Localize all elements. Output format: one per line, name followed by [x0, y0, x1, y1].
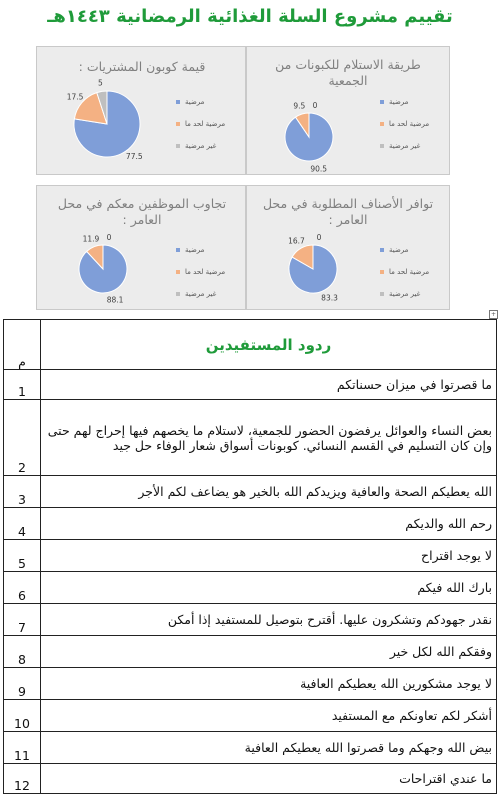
pie-data-label: 90.5 — [310, 164, 328, 174]
response-number: 8 — [4, 636, 41, 668]
response-text: رحم الله والديكم — [41, 508, 497, 540]
response-number: 10 — [4, 700, 41, 732]
pie-data-label: 0 — [106, 233, 112, 242]
legend-swatch — [380, 292, 384, 296]
pie-data-label: 5 — [98, 78, 103, 88]
response-number: 7 — [4, 604, 41, 636]
response-number: 2 — [4, 400, 41, 476]
table-row — [4, 764, 497, 794]
chart-card-coupon-value — [36, 46, 246, 175]
legend-swatch — [176, 100, 180, 104]
response-number: 6 — [4, 572, 41, 604]
legend-label: مرضية لحد ما — [389, 120, 430, 128]
legend-swatch — [380, 122, 384, 126]
legend-swatch — [380, 270, 384, 274]
legend-swatch — [176, 122, 180, 126]
number-header: م — [4, 320, 41, 370]
table-row — [4, 636, 497, 668]
legend-label: غير مرضية — [389, 142, 421, 150]
table-move-handle-icon[interactable]: + — [490, 311, 497, 318]
legend-swatch — [176, 270, 180, 274]
response-number: 1 — [4, 370, 41, 400]
table-row — [4, 572, 497, 604]
response-number: 9 — [4, 668, 41, 700]
legend-swatch — [176, 144, 180, 148]
table-header-row — [4, 320, 497, 370]
response-text: بعض النساء والعوائل يرفضون الحضور للجمعية، لاستلام ما يخصهم فيها إحراج لهم حتى وإن كان التسليم في القسم النسائي. كوبونات أسواق شعار الوفاء حل جيد — [41, 400, 497, 476]
chart-title: قيمة كوبون المشتريات : — [78, 59, 206, 74]
pie-data-label: 88.1 — [106, 295, 124, 305]
table-row — [4, 732, 497, 764]
response-text: بيض الله وجهكم وما قصرتوا الله يعطيكم العافية — [41, 732, 497, 764]
pie-data-label: 16.7 — [288, 236, 305, 246]
chart-title: توافر الأصناف المطلوبة في محل العامر : — [262, 196, 434, 227]
response-text: الله يعطيكم الصحة والعافية ويزيدكم الله بالخير هو يضاعف لكم الأجر — [41, 476, 497, 508]
response-number: 12 — [4, 764, 41, 794]
table-row — [4, 508, 497, 540]
legend-label: مرضية — [389, 246, 409, 254]
legend-label: مرضية — [185, 246, 205, 254]
legend-label: مرضية — [389, 98, 409, 106]
legend-swatch — [176, 292, 180, 296]
response-text: نقدر جهودكم وتشكرون عليها. أقترح بتوصيل للمستفيد إذا أمكن — [41, 604, 497, 636]
response-text: لا يوجد مشكورين الله يعطيكم العافية — [41, 668, 497, 700]
table-row — [4, 370, 497, 400]
response-text: بارك الله فيكم — [41, 572, 497, 604]
response-text: ما عندي اقتراحات — [41, 764, 497, 794]
chart-card-pickup-method — [246, 46, 450, 175]
legend-label: غير مرضية — [389, 290, 421, 298]
chart-card-items-availability — [246, 185, 450, 310]
legend-swatch — [380, 248, 384, 252]
response-text: لا يوجد اقتراح — [41, 540, 497, 572]
pie-data-label: 83.3 — [321, 293, 338, 303]
response-text: وفقكم الله لكل خير — [41, 636, 497, 668]
legend-swatch — [176, 248, 180, 252]
chart-card-staff-responsiveness — [36, 185, 246, 310]
table-row — [4, 700, 497, 732]
table-row — [4, 540, 497, 572]
pie-data-label: 0 — [312, 101, 318, 110]
pie-data-label: 0 — [316, 233, 322, 242]
page-title: تقييم مشروع السلة الغذائية الرمضانية ١٤٤٣هـ — [47, 6, 453, 27]
response-number: 5 — [4, 540, 41, 572]
table-row — [4, 668, 497, 700]
pie-data-label: 17.5 — [66, 92, 84, 102]
response-text: أشكر لكم تعاونكم مع المستفيد — [41, 700, 497, 732]
table-row — [4, 476, 497, 508]
legend-label: غير مرضية — [185, 290, 217, 298]
responses-header: ردود المستفيدين — [41, 320, 497, 370]
pie-chart — [247, 47, 449, 174]
pie-chart — [37, 47, 245, 174]
pie-chart — [247, 186, 449, 309]
pie-chart — [37, 186, 245, 309]
legend-label: مرضية لحد ما — [185, 268, 226, 276]
response-number: 11 — [4, 732, 41, 764]
table-row — [4, 604, 497, 636]
table-row — [4, 400, 497, 476]
pie-data-label: 9.5 — [293, 101, 306, 111]
response-number: 4 — [4, 508, 41, 540]
legend-label: مرضية لحد ما — [185, 120, 226, 128]
pie-data-label: 77.5 — [125, 151, 143, 161]
legend-label: مرضية — [185, 98, 205, 106]
chart-title: طريقة الاستلام للكبونات من الجمعية — [275, 57, 421, 88]
legend-label: مرضية لحد ما — [389, 268, 430, 276]
response-text: ما قصرتوا في ميزان حسناتكم — [41, 370, 497, 400]
legend-label: غير مرضية — [185, 142, 217, 150]
chart-title: تجاوب الموظفين معكم في محل العامر : — [57, 196, 227, 227]
legend-swatch — [380, 100, 384, 104]
legend-swatch — [380, 144, 384, 148]
response-number: 3 — [4, 476, 41, 508]
responses-table — [3, 319, 497, 794]
pie-data-label: 11.9 — [82, 234, 100, 244]
